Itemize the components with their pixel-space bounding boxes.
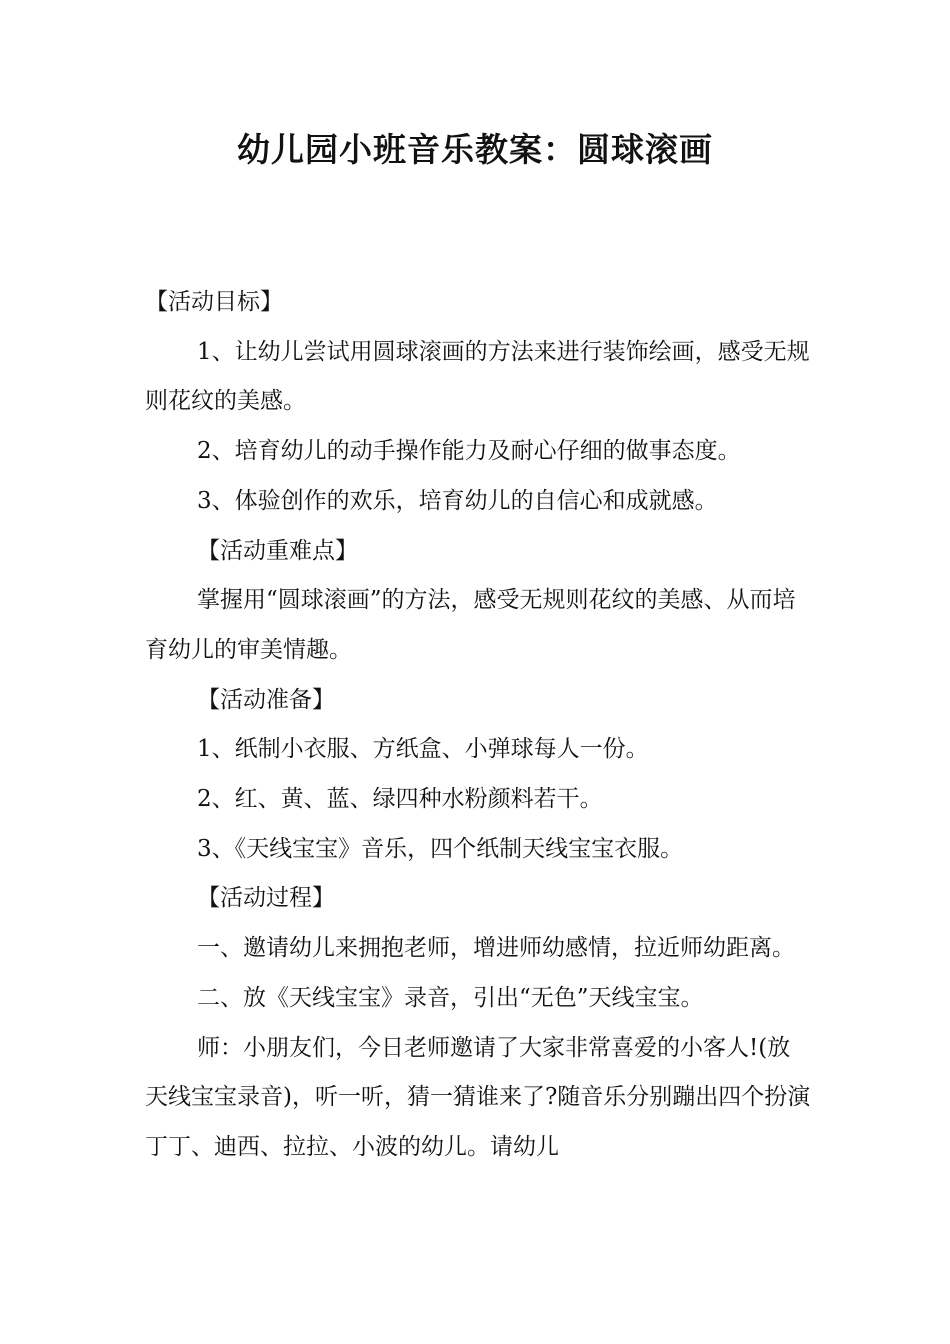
- document-title: 幼儿园小班音乐教案：圆球滚画: [237, 130, 713, 169]
- section-heading-goals: 【活动目标】: [145, 289, 283, 315]
- paragraph-goal-2: 2、培育幼儿的动手操作能力及耐心仔细的做事态度。: [197, 438, 741, 465]
- section-heading-key-points: 【活动重难点】: [197, 537, 358, 564]
- section-heading-preparation: 【活动准备】: [197, 686, 335, 713]
- document-body: [145, 278, 811, 1173]
- paragraph-preparation-3: 3、《天线宝宝》音乐，四个纸制天线宝宝衣服。: [197, 835, 684, 862]
- paragraph-preparation-2: 2、红、黄、蓝、绿四种水粉颜料若干。: [197, 786, 603, 813]
- paragraph-goal-1: 1、让幼儿尝试用圆球滚画的方法来进行装饰绘画，感受无规则花纹的美感。: [145, 338, 810, 415]
- paragraph-process-2: 二、放《天线宝宝》录音，引出“无色”天线宝宝。: [197, 984, 704, 1011]
- paragraph-preparation-1: 1、纸制小衣服、方纸盒、小弹球每人一份。: [197, 736, 649, 763]
- paragraph-key-points: 掌握用“圆球滚画”的方法，感受无规则花纹的美感、从而培育幼儿的审美情趣。: [145, 587, 796, 663]
- section-heading-process: 【活动过程】: [197, 885, 335, 912]
- paragraph-process-3: 师：小朋友们，今日老师邀请了大家非常喜爱的小客人!(放天线宝宝录音)，听一听，猜一猜谁来了?随音乐分别蹦出四个扮演丁丁、迪西、拉拉、小波的幼儿。请幼儿: [145, 1034, 811, 1160]
- paragraph-goal-3: 3、体验创作的欢乐，培育幼儿的自信心和成就感。: [197, 487, 718, 514]
- paragraph-process-1: 一、邀请幼儿来拥抱老师，增进师幼感情，拉近师幼距离。: [197, 935, 795, 962]
